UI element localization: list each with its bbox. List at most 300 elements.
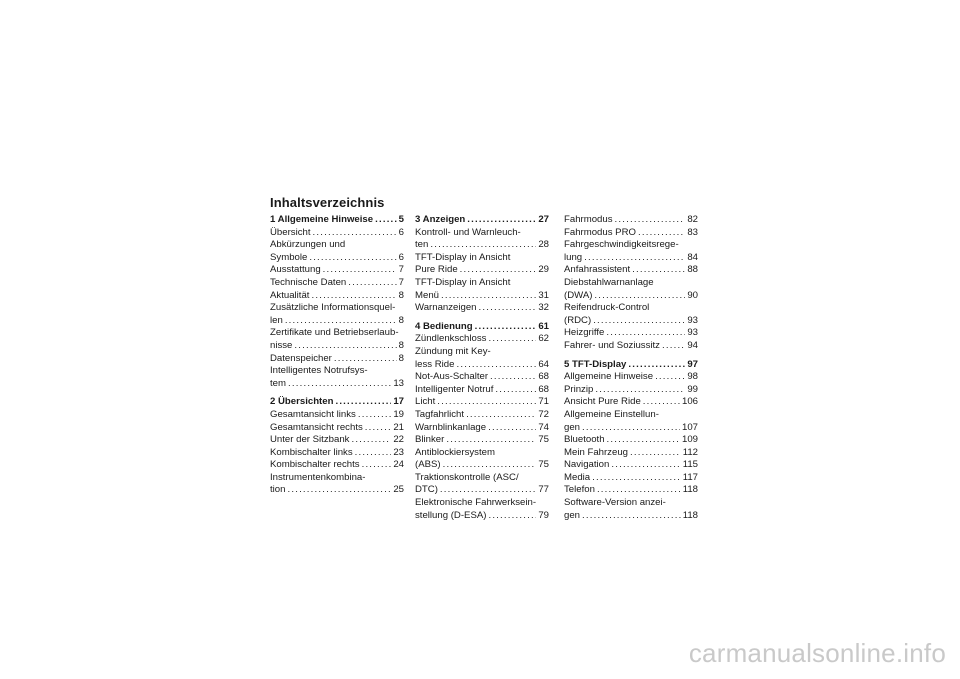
toc-column-1 — [270, 214, 404, 497]
toc-chapter-entry[interactable] — [270, 396, 404, 409]
toc-entry-title: Prinzip — [564, 383, 594, 395]
toc-entry-line — [415, 409, 549, 422]
toc-entry-title: lung — [564, 251, 583, 263]
toc-entry-title: Allgemeine Hinweise — [564, 371, 654, 383]
dot-leader — [643, 396, 680, 409]
dot-leader — [632, 264, 685, 277]
toc-page-number: 7 — [398, 264, 404, 276]
toc-entry[interactable] — [415, 227, 549, 252]
toc-entry[interactable] — [270, 365, 404, 390]
dot-leader — [638, 227, 685, 240]
dot-leader — [490, 371, 536, 384]
toc-entry-line — [564, 371, 698, 384]
toc-entry[interactable] — [415, 277, 549, 302]
toc-entry[interactable] — [564, 484, 698, 497]
toc-entry-line — [564, 239, 698, 252]
toc-entry-line — [415, 447, 549, 460]
dot-leader — [592, 472, 681, 485]
toc-page-number: 107 — [681, 421, 698, 433]
toc-entry-title: Fahrmodus PRO — [564, 226, 636, 238]
toc-page-number: 28 — [538, 239, 549, 251]
toc-entry[interactable] — [270, 302, 404, 327]
toc-entry-line — [564, 510, 698, 523]
toc-entry-title: Anfahrassistent — [564, 264, 631, 276]
toc-entry-title: Warnanzeigen — [415, 302, 477, 314]
toc-entry-title: 2 Übersichten — [270, 396, 334, 408]
toc-entry-title: Ansicht Pure Ride — [564, 396, 641, 408]
dot-leader — [607, 434, 680, 447]
toc-chapter-entry[interactable] — [564, 359, 698, 372]
toc-entry-title: Antiblockiersystem — [415, 446, 495, 458]
dot-leader — [460, 264, 537, 277]
toc-entry-title: Abkürzungen und — [270, 239, 346, 251]
toc-entry-title: Bluetooth — [564, 434, 605, 446]
toc-entry[interactable] — [564, 277, 698, 302]
toc-entry-title: Tagfahrlicht — [415, 408, 465, 420]
toc-page-number: 83 — [687, 226, 698, 238]
toc-entry-title: 4 Bedienung — [415, 320, 473, 332]
dot-leader — [351, 434, 391, 447]
dot-leader — [348, 277, 396, 290]
toc-entry-title: Unter der Sitzbank — [270, 434, 350, 446]
toc-entry-title: Navigation — [564, 459, 610, 471]
toc-entry[interactable] — [270, 239, 404, 264]
dot-leader — [456, 359, 536, 372]
toc-entry-line — [415, 277, 549, 290]
dot-leader — [593, 315, 685, 328]
toc-entry-line — [270, 434, 404, 447]
toc-entry-line — [270, 302, 404, 315]
toc-entry-line — [564, 447, 698, 460]
toc-page-number: 93 — [687, 327, 698, 339]
toc-entry[interactable] — [270, 447, 404, 460]
toc-page-number: 94 — [687, 339, 698, 351]
toc-entry-line — [564, 472, 698, 485]
toc-entry-title: Fahrgeschwindigkeitsrege- — [564, 239, 679, 251]
dot-leader — [584, 252, 685, 265]
toc-entry[interactable] — [415, 346, 549, 371]
toc-entry-line — [270, 264, 404, 277]
toc-entry[interactable] — [270, 353, 404, 366]
dot-leader — [441, 290, 536, 303]
toc-entry-title: Elektronische Fahrwerksein- — [415, 497, 537, 509]
toc-entry-line — [270, 327, 404, 340]
toc-entry-line — [270, 290, 404, 303]
toc-page-number: 8 — [398, 339, 404, 351]
dot-leader — [475, 321, 537, 334]
dot-leader — [334, 353, 397, 366]
toc-page-number: 112 — [682, 446, 698, 458]
toc-entry-line — [270, 239, 404, 252]
toc-entry-line — [415, 472, 549, 485]
dot-leader — [313, 227, 397, 240]
toc-entry-line — [415, 510, 549, 523]
toc-entry-title: Warnblinkanlage — [415, 421, 487, 433]
toc-entry-title: gen — [564, 421, 581, 433]
toc-entry-line — [270, 472, 404, 485]
toc-entry[interactable] — [415, 333, 549, 346]
toc-entry[interactable] — [415, 422, 549, 435]
toc-page-number: 6 — [398, 251, 404, 263]
toc-page-number: 8 — [398, 352, 404, 364]
toc-page-number: 8 — [398, 314, 404, 326]
toc-entry-line — [415, 434, 549, 447]
dot-leader — [467, 214, 536, 227]
toc-entry-line — [415, 396, 549, 409]
toc-entry-title: Fahrmodus — [564, 214, 613, 225]
toc-page-number: 8 — [398, 289, 404, 301]
toc-entry[interactable] — [564, 497, 698, 522]
toc-entry-line — [564, 497, 698, 510]
toc-entry-title: (DWA) — [564, 289, 593, 301]
toc-entry-title: DTC) — [415, 484, 438, 496]
toc-entry-title: Gesamtansicht links — [270, 408, 356, 420]
toc-entry-line — [270, 378, 404, 391]
toc-entry-title: gen — [564, 509, 581, 521]
toc-entry-title: Gesamtansicht rechts — [270, 421, 363, 433]
toc-entry-line — [415, 264, 549, 277]
toc-page-number: 21 — [393, 421, 404, 433]
toc-entry-title: Aktualität — [270, 289, 310, 301]
toc-entry-title: (RDC) — [564, 314, 592, 326]
dot-leader — [488, 422, 536, 435]
toc-chapter-entry[interactable] — [415, 321, 549, 334]
toc-entry[interactable] — [415, 396, 549, 409]
toc-column-3 — [564, 214, 698, 522]
toc-entry-title: Traktionskontrolle (ASC/ — [415, 471, 519, 483]
toc-page-number: 115 — [682, 459, 698, 471]
toc-entry[interactable] — [564, 472, 698, 485]
dot-leader — [615, 214, 686, 227]
dot-leader — [288, 378, 391, 391]
toc-page-number: 62 — [538, 333, 549, 345]
toc-page-number: 75 — [538, 459, 549, 471]
toc-entry-line — [415, 371, 549, 384]
toc-page-number: 29 — [538, 264, 549, 276]
toc-entry-line — [564, 227, 698, 240]
dot-leader — [355, 447, 392, 460]
dot-leader — [597, 484, 681, 497]
dot-leader — [606, 327, 685, 340]
dot-leader — [611, 459, 680, 472]
toc-entry[interactable] — [415, 472, 549, 497]
watermark: carmanualsonline.info — [688, 638, 946, 668]
toc-entry[interactable] — [564, 302, 698, 327]
dot-leader — [323, 264, 397, 277]
toc-entry[interactable] — [564, 434, 698, 447]
toc-entry[interactable] — [415, 497, 549, 522]
toc-page-number: 77 — [538, 484, 549, 496]
toc-page-number: 82 — [687, 214, 698, 225]
toc-page-number: 117 — [682, 471, 698, 483]
toc-entry-line — [564, 264, 698, 277]
toc-entry-title: 5 TFT-Display — [564, 358, 627, 370]
toc-entry-title: Reifendruck-Control — [564, 302, 650, 314]
toc-chapter-entry[interactable] — [415, 214, 549, 227]
toc-entry-title: Zertifikate und Betriebserlaub- — [270, 327, 399, 339]
toc-page-number: 64 — [538, 358, 549, 370]
toc-page-number: 90 — [687, 289, 698, 301]
toc-page-number: 93 — [687, 314, 698, 326]
toc-entry[interactable] — [415, 434, 549, 447]
toc-entry-title: Kontroll- und Warnleuch- — [415, 226, 521, 238]
toc-entry[interactable] — [270, 277, 404, 290]
toc-entry-line — [564, 434, 698, 447]
toc-entry[interactable] — [415, 252, 549, 277]
toc-page-number: 75 — [538, 434, 549, 446]
toc-entry-line — [270, 422, 404, 435]
toc-entry-line — [270, 447, 404, 460]
dot-leader — [358, 409, 391, 422]
toc-entry-title: Pure Ride — [415, 264, 458, 276]
toc-entry-title: Instrumentenkombina- — [270, 471, 366, 483]
toc-entry-title: Media — [564, 471, 591, 483]
toc-page-number: 88 — [687, 264, 698, 276]
toc-page-number: 68 — [538, 383, 549, 395]
toc-entry[interactable] — [564, 384, 698, 397]
toc-entry-title: Kombischalter rechts — [270, 459, 360, 471]
dot-leader — [446, 434, 536, 447]
toc-entry-line — [270, 315, 404, 328]
toc-entry-line — [564, 214, 698, 227]
toc-entry-line — [564, 384, 698, 397]
toc-entry-line — [415, 239, 549, 252]
toc-entry-title: Heizgriffe — [564, 327, 605, 339]
toc-page-number: 5 — [398, 214, 404, 225]
toc-entry[interactable] — [564, 340, 698, 353]
toc-page-number: 23 — [393, 446, 404, 458]
toc-entry[interactable] — [415, 447, 549, 472]
toc-entry-line — [564, 422, 698, 435]
toc-entry-title: Not-Aus-Schalter — [415, 371, 489, 383]
toc-entry-line — [415, 422, 549, 435]
toc-entry-line — [564, 484, 698, 497]
toc-entry-line — [564, 252, 698, 265]
toc-page-number: 24 — [393, 459, 404, 471]
toc-entry-title: Übersicht — [270, 226, 311, 238]
dot-leader — [440, 484, 536, 497]
toc-page-number: 109 — [681, 434, 698, 446]
toc-entry-line — [270, 227, 404, 240]
toc-page-number: 68 — [538, 371, 549, 383]
toc-entry-line — [415, 333, 549, 346]
toc-entry-title: Allgemeine Einstellun- — [564, 408, 659, 420]
toc-entry-line — [270, 252, 404, 265]
toc-page-number: 32 — [538, 302, 549, 314]
toc-entry-title: Symbole — [270, 251, 308, 263]
toc-entry[interactable] — [564, 447, 698, 460]
toc-entry-line — [564, 277, 698, 290]
toc-entry[interactable] — [270, 227, 404, 240]
dot-leader — [285, 315, 397, 328]
toc-entry-line — [564, 302, 698, 315]
toc-entry-line — [270, 459, 404, 472]
toc-entry[interactable] — [564, 371, 698, 384]
toc-entry-line — [564, 359, 698, 372]
toc-page-number: 61 — [538, 320, 549, 332]
dot-leader — [582, 422, 680, 435]
toc-entry-title: less Ride — [415, 358, 455, 370]
toc-page-number: 98 — [687, 371, 698, 383]
toc-entry-line — [415, 484, 549, 497]
toc-entry[interactable] — [270, 264, 404, 277]
toc-page-number: 106 — [681, 396, 698, 408]
dot-leader — [311, 290, 396, 303]
toc-entry-title: 3 Anzeigen — [415, 214, 466, 225]
toc-entry-title: Kombischalter links — [270, 446, 353, 458]
toc-entry-line — [270, 277, 404, 290]
dot-leader — [309, 252, 396, 265]
toc-entry-line — [564, 459, 698, 472]
toc-entry[interactable] — [415, 302, 549, 315]
toc-entry-title: Zündlenkschloss — [415, 333, 487, 345]
toc-entry-line — [564, 340, 698, 353]
toc-entry[interactable] — [270, 434, 404, 447]
toc-entry-line — [270, 340, 404, 353]
dot-leader — [655, 371, 685, 384]
toc-entry-title: Datenspeicher — [270, 352, 332, 364]
toc-entry[interactable] — [270, 290, 404, 303]
toc-entry-line — [415, 227, 549, 240]
toc-chapter-entry[interactable] — [270, 214, 404, 227]
toc-page-number: 97 — [687, 358, 698, 370]
toc-entry-title: (ABS) — [415, 459, 441, 471]
toc-entry-title: Ausstattung — [270, 264, 321, 276]
dot-leader — [488, 510, 536, 523]
toc-page-number: 19 — [393, 408, 404, 420]
page-title: Inhaltsverzeichnis — [270, 195, 385, 210]
toc-page-number: 13 — [393, 377, 404, 389]
toc-entry[interactable] — [564, 239, 698, 264]
toc-entry-line — [415, 252, 549, 265]
toc-entry[interactable] — [564, 459, 698, 472]
toc-entry[interactable] — [270, 409, 404, 422]
toc-entry[interactable] — [564, 327, 698, 340]
toc-entry-line — [270, 214, 404, 227]
toc-entry-line — [415, 346, 549, 359]
toc-entry-line — [415, 384, 549, 397]
toc-entry-line — [415, 497, 549, 510]
dot-leader — [495, 384, 536, 397]
toc-entry-title: Diebstahlwarnanlage — [564, 276, 654, 288]
toc-entry-line — [415, 214, 549, 227]
toc-entry[interactable] — [415, 384, 549, 397]
toc-entry-line — [415, 290, 549, 303]
toc-entry-title: tem — [270, 377, 286, 389]
toc-entry[interactable] — [564, 396, 698, 409]
toc-entry-title: nisse — [270, 339, 293, 351]
toc-page-number: 99 — [687, 383, 698, 395]
dot-leader — [437, 396, 536, 409]
toc-page-number: 17 — [393, 396, 404, 408]
toc-entry-line — [415, 302, 549, 315]
toc-entry-title: Licht — [415, 396, 436, 408]
dot-leader — [466, 409, 536, 422]
toc-entry-title: Intelligenter Notruf — [415, 383, 494, 395]
dot-leader — [335, 396, 391, 409]
toc-entry-title: Intelligentes Notrufsys- — [270, 365, 368, 377]
dot-leader — [375, 214, 397, 227]
toc-entry-line — [564, 315, 698, 328]
toc-entry-title: 1 Allgemeine Hinweise — [270, 214, 374, 225]
toc-entry-title: Zündung mit Key- — [415, 345, 491, 357]
toc-entry[interactable] — [415, 409, 549, 422]
toc-entry-title: TFT-Display in Ansicht — [415, 251, 511, 263]
toc-entry-line — [270, 484, 404, 497]
toc-entry-title: Technische Daten — [270, 276, 347, 288]
toc-page-number: 31 — [538, 289, 549, 301]
toc-page-number: 71 — [538, 396, 549, 408]
toc-entry-line — [270, 353, 404, 366]
toc-entry-line — [415, 359, 549, 372]
dot-leader — [287, 484, 391, 497]
toc-page-number: 84 — [687, 251, 698, 263]
toc-entry[interactable] — [270, 327, 404, 352]
toc-entry[interactable] — [564, 264, 698, 277]
toc-page-number: 7 — [398, 276, 404, 288]
dot-leader — [595, 384, 685, 397]
toc-page-number: 79 — [538, 509, 549, 521]
toc-entry-line — [564, 409, 698, 422]
toc-entry-title: len — [270, 314, 283, 326]
toc-page-number: 72 — [538, 408, 549, 420]
dot-leader — [630, 447, 681, 460]
dot-leader — [362, 459, 392, 472]
toc-entry[interactable] — [564, 227, 698, 240]
dot-leader — [443, 459, 537, 472]
toc-entry-title: stellung (D-ESA) — [415, 509, 487, 521]
toc-entry-title: Blinker — [415, 434, 445, 446]
dot-leader — [365, 422, 392, 435]
toc-entry-title: Mein Fahrzeug — [564, 446, 628, 458]
toc-entry-line — [564, 327, 698, 340]
toc-entry-title: Zusätzliche Informationsquel- — [270, 302, 396, 314]
dot-leader — [628, 359, 685, 372]
dot-leader — [479, 302, 537, 315]
toc-entry-line — [270, 365, 404, 378]
dot-leader — [582, 510, 681, 523]
toc-entry-title: Software-Version anzei- — [564, 497, 666, 509]
toc-page-number: 27 — [538, 214, 549, 225]
dot-leader — [488, 333, 536, 346]
toc-entry-title: Telefon — [564, 484, 595, 496]
toc-entry-title: TFT-Display in Ansicht — [415, 276, 511, 288]
toc-entry[interactable] — [415, 371, 549, 384]
toc-entry-line — [270, 409, 404, 422]
dot-leader — [294, 340, 396, 353]
toc-page-number: 118 — [682, 509, 698, 521]
toc-entry[interactable] — [564, 214, 698, 227]
toc-entry-line — [415, 321, 549, 334]
toc-entry-line — [415, 459, 549, 472]
toc-entry[interactable] — [270, 459, 404, 472]
toc-entry-line — [270, 396, 404, 409]
toc-entry[interactable] — [564, 409, 698, 434]
toc-entry[interactable] — [270, 422, 404, 435]
toc-page-number: 118 — [682, 484, 698, 496]
dot-leader — [662, 340, 685, 353]
toc-entry-line — [564, 290, 698, 303]
dot-leader — [430, 239, 536, 252]
toc-entry-line — [564, 396, 698, 409]
toc-entry[interactable] — [270, 472, 404, 497]
dot-leader — [594, 290, 685, 303]
toc-page-number: 22 — [393, 434, 404, 446]
toc-entry-title: tion — [270, 484, 286, 496]
toc-page-number: 25 — [393, 484, 404, 496]
toc-column-2 — [415, 214, 549, 522]
toc-entry-title: ten — [415, 239, 429, 251]
